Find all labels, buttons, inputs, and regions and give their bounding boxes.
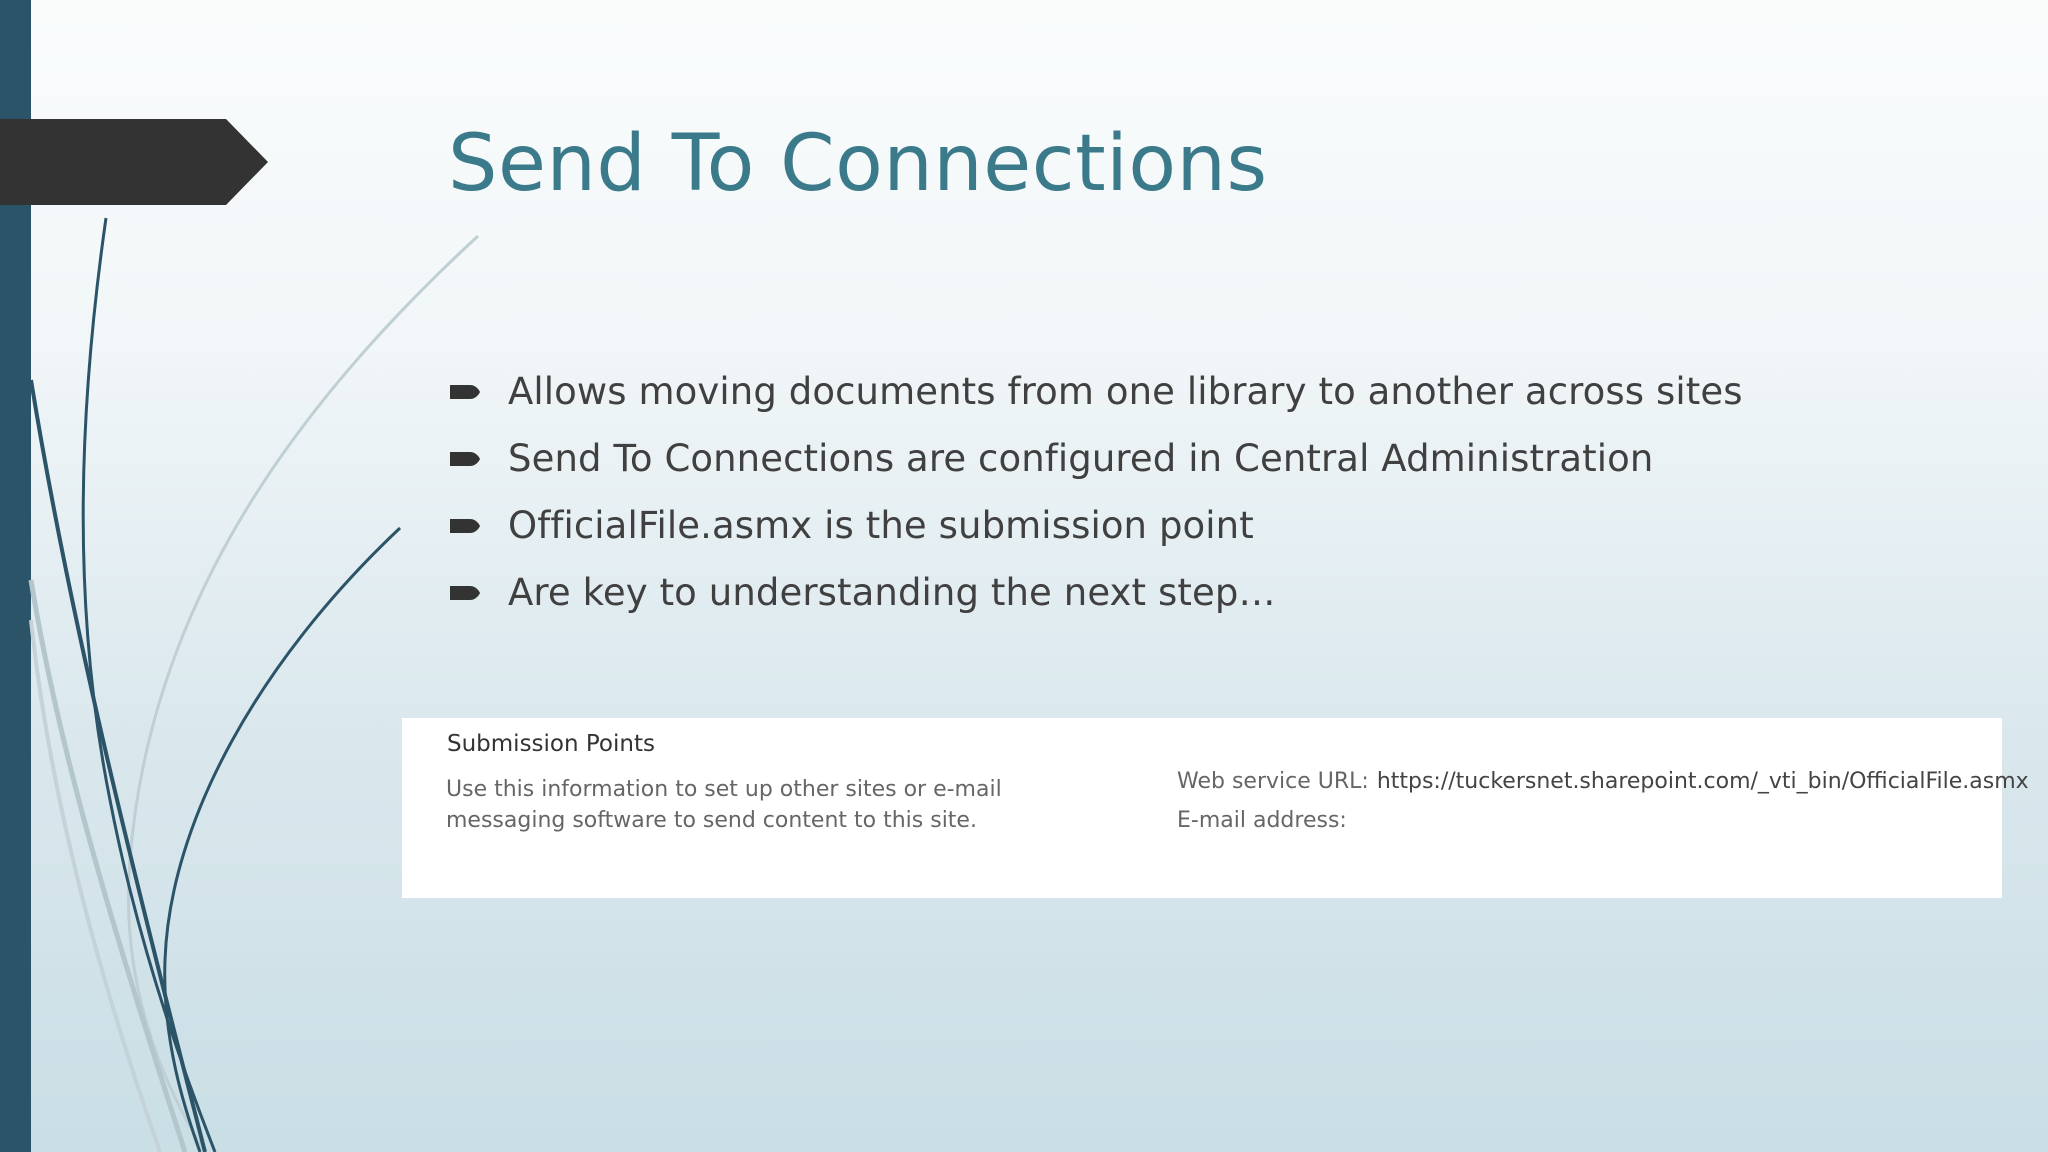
- bullet-text: Are key to understanding the next step…: [508, 571, 1276, 614]
- submission-points-heading: Submission Points: [447, 731, 655, 757]
- submission-points-fields: [1177, 762, 2029, 840]
- bullet-item: [450, 559, 1743, 626]
- bullet-item: [450, 358, 1743, 425]
- submission-points-screenshot: [402, 718, 2029, 898]
- email-address-label: E-mail address:: [1177, 808, 1347, 833]
- arrow-bullet-icon: [450, 450, 480, 468]
- bullet-item: [450, 425, 1743, 492]
- bullet-text: OfficialFile.asmx is the submission point: [508, 504, 1254, 547]
- arrow-bullet-icon: [450, 584, 480, 602]
- bullet-text: Send To Connections are configured in Central Administration: [508, 437, 1654, 480]
- bullet-text: Allows moving documents from one library to another across sites: [508, 370, 1743, 413]
- slide-title: Send To Connections: [448, 119, 1268, 209]
- web-service-url-row: [1177, 762, 2029, 801]
- email-address-row: [1177, 801, 2029, 840]
- title-tab-shape: [0, 119, 270, 205]
- bullet-item: [450, 492, 1743, 559]
- arrow-bullet-icon: [450, 383, 480, 401]
- web-service-url-label: Web service URL:: [1177, 769, 1369, 794]
- submission-points-description: Use this information to set up other sites or e-mail messaging software to send content to this site.: [446, 777, 1002, 833]
- web-service-url-value: https://tuckersnet.sharepoint.com/_vti_bin/OfficialFile.asmx: [1376, 769, 2029, 794]
- bullet-list: [450, 358, 1743, 626]
- arrow-bullet-icon: [450, 517, 480, 535]
